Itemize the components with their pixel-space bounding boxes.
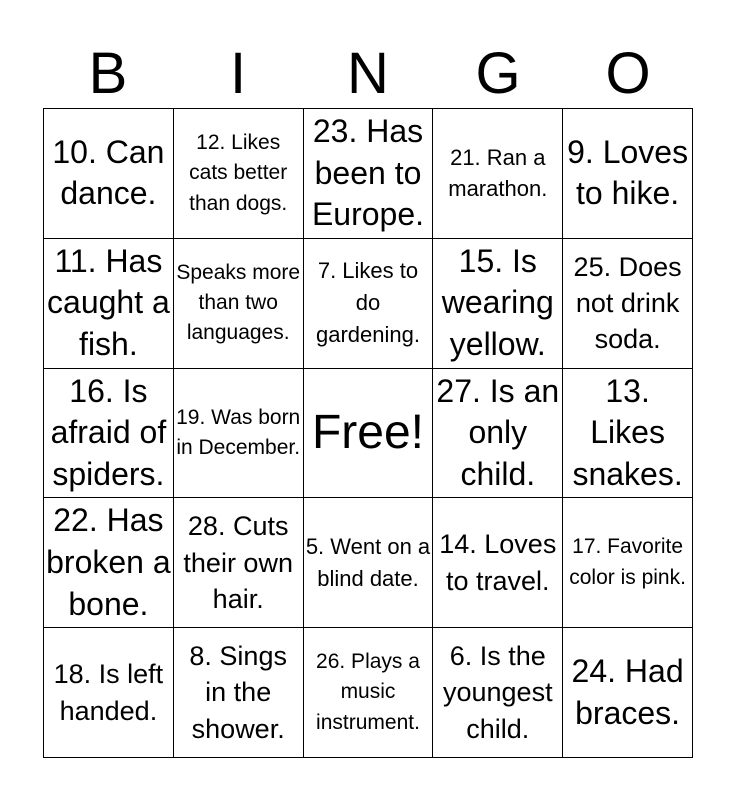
cell-text: 14. Loves to travel. xyxy=(439,529,557,596)
bingo-cell-r5-c3[interactable] xyxy=(304,628,434,758)
bingo-cell-r1-c2[interactable] xyxy=(174,109,304,239)
cell-text: 8. Sings in the shower. xyxy=(189,640,287,744)
bingo-cell-r5-c1[interactable] xyxy=(44,628,174,758)
bingo-board xyxy=(43,108,693,758)
bingo-cell-r4-c3[interactable] xyxy=(304,498,434,628)
cell-text: 26. Plays a music instrument. xyxy=(316,649,420,734)
cell-text: 22. Has broken a bone. xyxy=(46,502,171,622)
bingo-cell-r1-c3[interactable] xyxy=(304,109,434,239)
cell-text: 23. Has been to Europe. xyxy=(311,113,425,233)
cell-text: 13. Likes snakes. xyxy=(572,372,683,492)
bingo-cell-free[interactable] xyxy=(304,369,434,499)
header-letter-b: B xyxy=(88,41,128,106)
bingo-cell-r1-c1[interactable] xyxy=(44,109,174,239)
bingo-cell-r1-c5[interactable] xyxy=(563,109,693,239)
header-letter-g: G xyxy=(475,41,521,106)
bingo-cell-r3-c1[interactable] xyxy=(44,369,174,499)
bingo-cell-r2-c2[interactable] xyxy=(174,239,304,369)
header-letter-o: O xyxy=(605,41,651,106)
bingo-cell-r4-c5[interactable] xyxy=(563,498,693,628)
header-letter-i: I xyxy=(229,41,247,106)
cell-text: 17. Favorite color is pink. xyxy=(569,535,686,589)
cell-text: 7. Likes to do gardening. xyxy=(316,258,420,348)
bingo-cell-r3-c2[interactable] xyxy=(174,369,304,499)
cell-text: 5. Went on a blind date. xyxy=(305,533,431,591)
bingo-cell-r5-c5[interactable] xyxy=(563,628,693,758)
cell-text: 25. Does not drink soda. xyxy=(573,251,682,355)
bingo-cell-r1-c4[interactable] xyxy=(433,109,563,239)
cell-text: 27. Is an only child. xyxy=(436,372,560,492)
bingo-header xyxy=(43,40,693,108)
cell-text: 24. Had braces. xyxy=(571,653,684,731)
cell-text: 10. Can dance. xyxy=(52,133,165,212)
cell-text: 28. Cuts their own hair. xyxy=(183,511,293,614)
cell-text: 12. Likes cats better than dogs. xyxy=(189,130,288,215)
cell-text: 11. Has caught a fish. xyxy=(47,242,170,362)
bingo-cell-r4-c2[interactable] xyxy=(174,498,304,628)
cell-text: 16. Is afraid of spiders. xyxy=(50,372,167,492)
bingo-cell-r5-c4[interactable] xyxy=(433,628,563,758)
bingo-cell-r5-c2[interactable] xyxy=(174,628,304,758)
free-space-text: Free! xyxy=(311,405,424,459)
bingo-cell-r4-c1[interactable] xyxy=(44,498,174,628)
cell-text: Speaks more than two languages. xyxy=(176,260,301,345)
cell-text: 18. Is left handed. xyxy=(53,659,164,726)
cell-text: 21. Ran a marathon. xyxy=(448,144,548,202)
bingo-cell-r2-c3[interactable] xyxy=(304,239,434,369)
cell-text: 6. Is the youngest child. xyxy=(442,640,553,744)
bingo-cell-r2-c1[interactable] xyxy=(44,239,174,369)
bingo-cell-r3-c4[interactable] xyxy=(433,369,563,499)
cell-text: 9. Loves to hike. xyxy=(567,133,689,212)
bingo-cell-r2-c5[interactable] xyxy=(563,239,693,369)
bingo-cell-r3-c5[interactable] xyxy=(563,369,693,499)
cell-text: 19. Was born in December. xyxy=(176,405,301,459)
cell-text: 15. Is wearing yellow. xyxy=(441,242,554,362)
bingo-cell-r4-c4[interactable] xyxy=(433,498,563,628)
bingo-cell-r2-c4[interactable] xyxy=(433,239,563,369)
header-letter-n: N xyxy=(347,41,389,106)
